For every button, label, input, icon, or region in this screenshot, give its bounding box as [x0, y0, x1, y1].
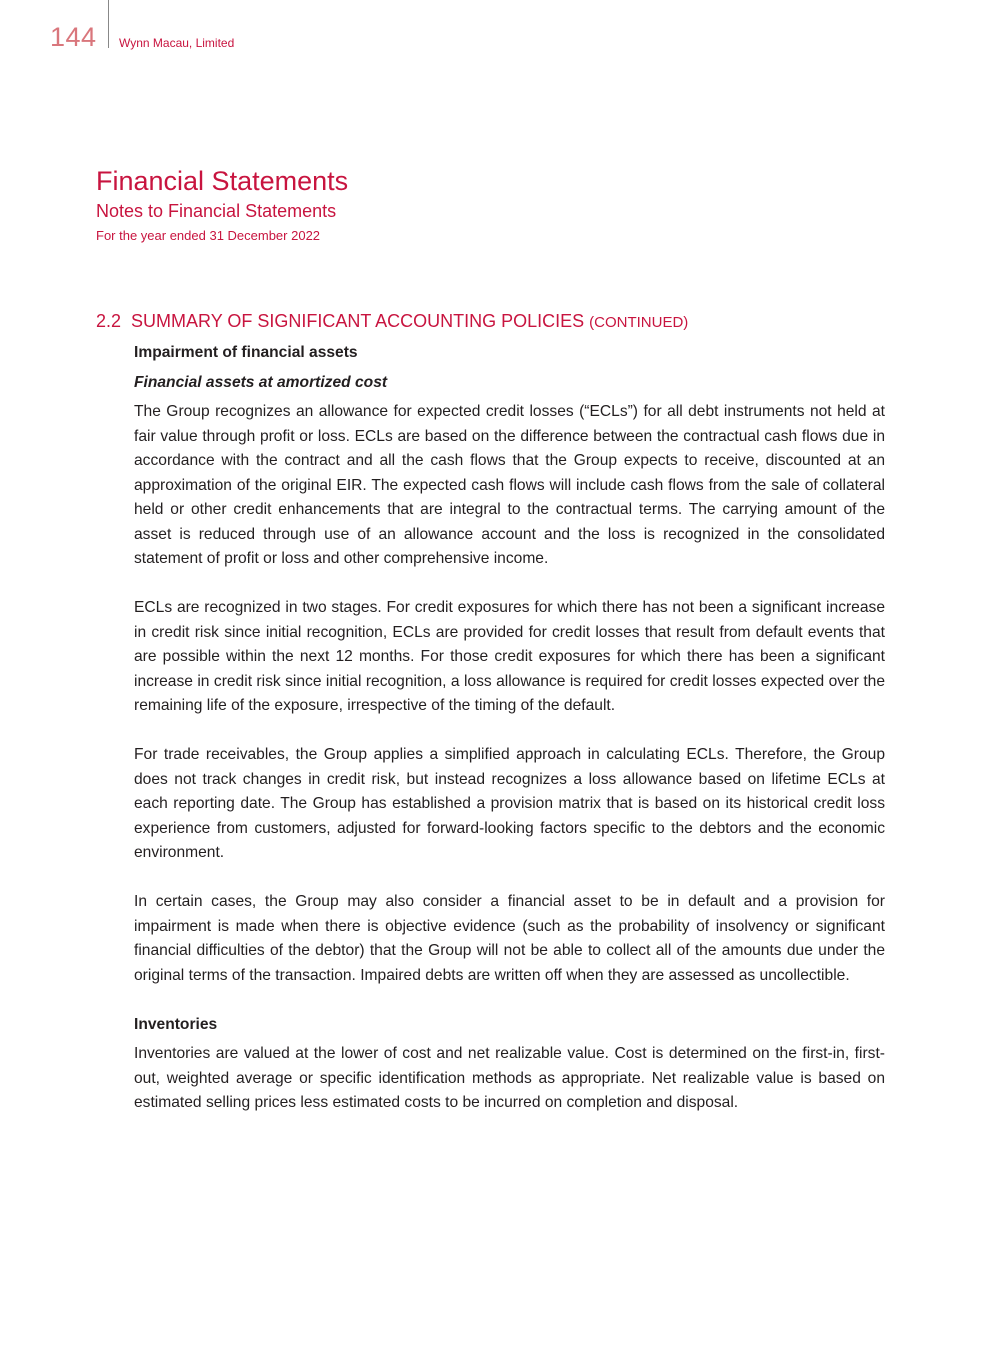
page-subtitle: Notes to Financial Statements [96, 201, 337, 221]
paragraph: In certain cases, the Group may also consider a financial asset to be in default and a provision for impairment is made when there is objective evidence (such as the probability of insolvency or significant financial difficulties of the debtor) that the Group will not be able to collect all of the amounts due under the original terms of the transaction. Impaired debts are written off when they are assessed as uncollectible. [134, 893, 885, 984]
header-divider [108, 0, 109, 48]
company-name: Wynn Macau, Limited [119, 36, 235, 50]
page-title: Financial Statements [96, 166, 349, 196]
reporting-period: For the year ended 31 December 2022 [96, 228, 321, 243]
paragraph: ECLs are recognized in two stages. For credit exposures for which there has not been a significant increase in credit risk since initial recognition, ECLs are provided for credit losses that result from default events that are possible within the next 12 months. For those credit exposures for which there has been a significant increase in credit risk since initial recognition, a loss allowance is required for credit losses expected over the remaining life of the exposure, irrespective of the timing of the default. [134, 599, 885, 714]
paragraph: Inventories are valued at the lower of cost and net realizable value. Cost is determined on the first-in, first-out, weighted average or specific identification methods as appropriate. Net realizable value is based on estimated selling prices less estimated costs to be incurred on completion and disposal. [134, 1045, 885, 1111]
section-continued: (CONTINUED) [589, 314, 689, 331]
section-title: SUMMARY OF SIGNIFICANT ACCOUNTING POLICIES [131, 311, 585, 331]
page-number: 144 [50, 22, 97, 52]
impairment-heading: Impairment of financial assets [134, 344, 358, 361]
paragraph: The Group recognizes an allowance for expected credit losses (“ECLs”) for all debt instruments not held at fair value through profit or loss. ECLs are based on the difference between the contractual cash flows due in accordance with the contract and all the cash flows that the Group expects to receive, discounted at an approximation of the original EIR. The expected cash flows will include cash flows from the sale of collateral held or other credit enhancements that are integral to the contractual terms. The carrying amount of the asset is reduced through use of an allowance account and the loss is recognized in the consolidated statement of profit or loss and other comprehensive income. [134, 403, 885, 567]
body-content [134, 341, 885, 1140]
inventories-heading: Inventories [134, 1015, 218, 1033]
paragraph: For trade receivables, the Group applies a simplified approach in calculating ECLs. Therefore, the Group does not track changes in credit risk, but instead recognizes a loss allowance based on lifetime ECLs at each reporting date. The Group has established a provision matrix that is based on its historical credit loss experience from customers, adjusted for forward-looking factors specific to the debtors and the economic environment. [134, 746, 885, 861]
amortized-cost-subheading: Financial assets at amortized cost [134, 373, 388, 391]
section-number: 2.2 [96, 311, 122, 331]
section-heading [96, 311, 688, 332]
